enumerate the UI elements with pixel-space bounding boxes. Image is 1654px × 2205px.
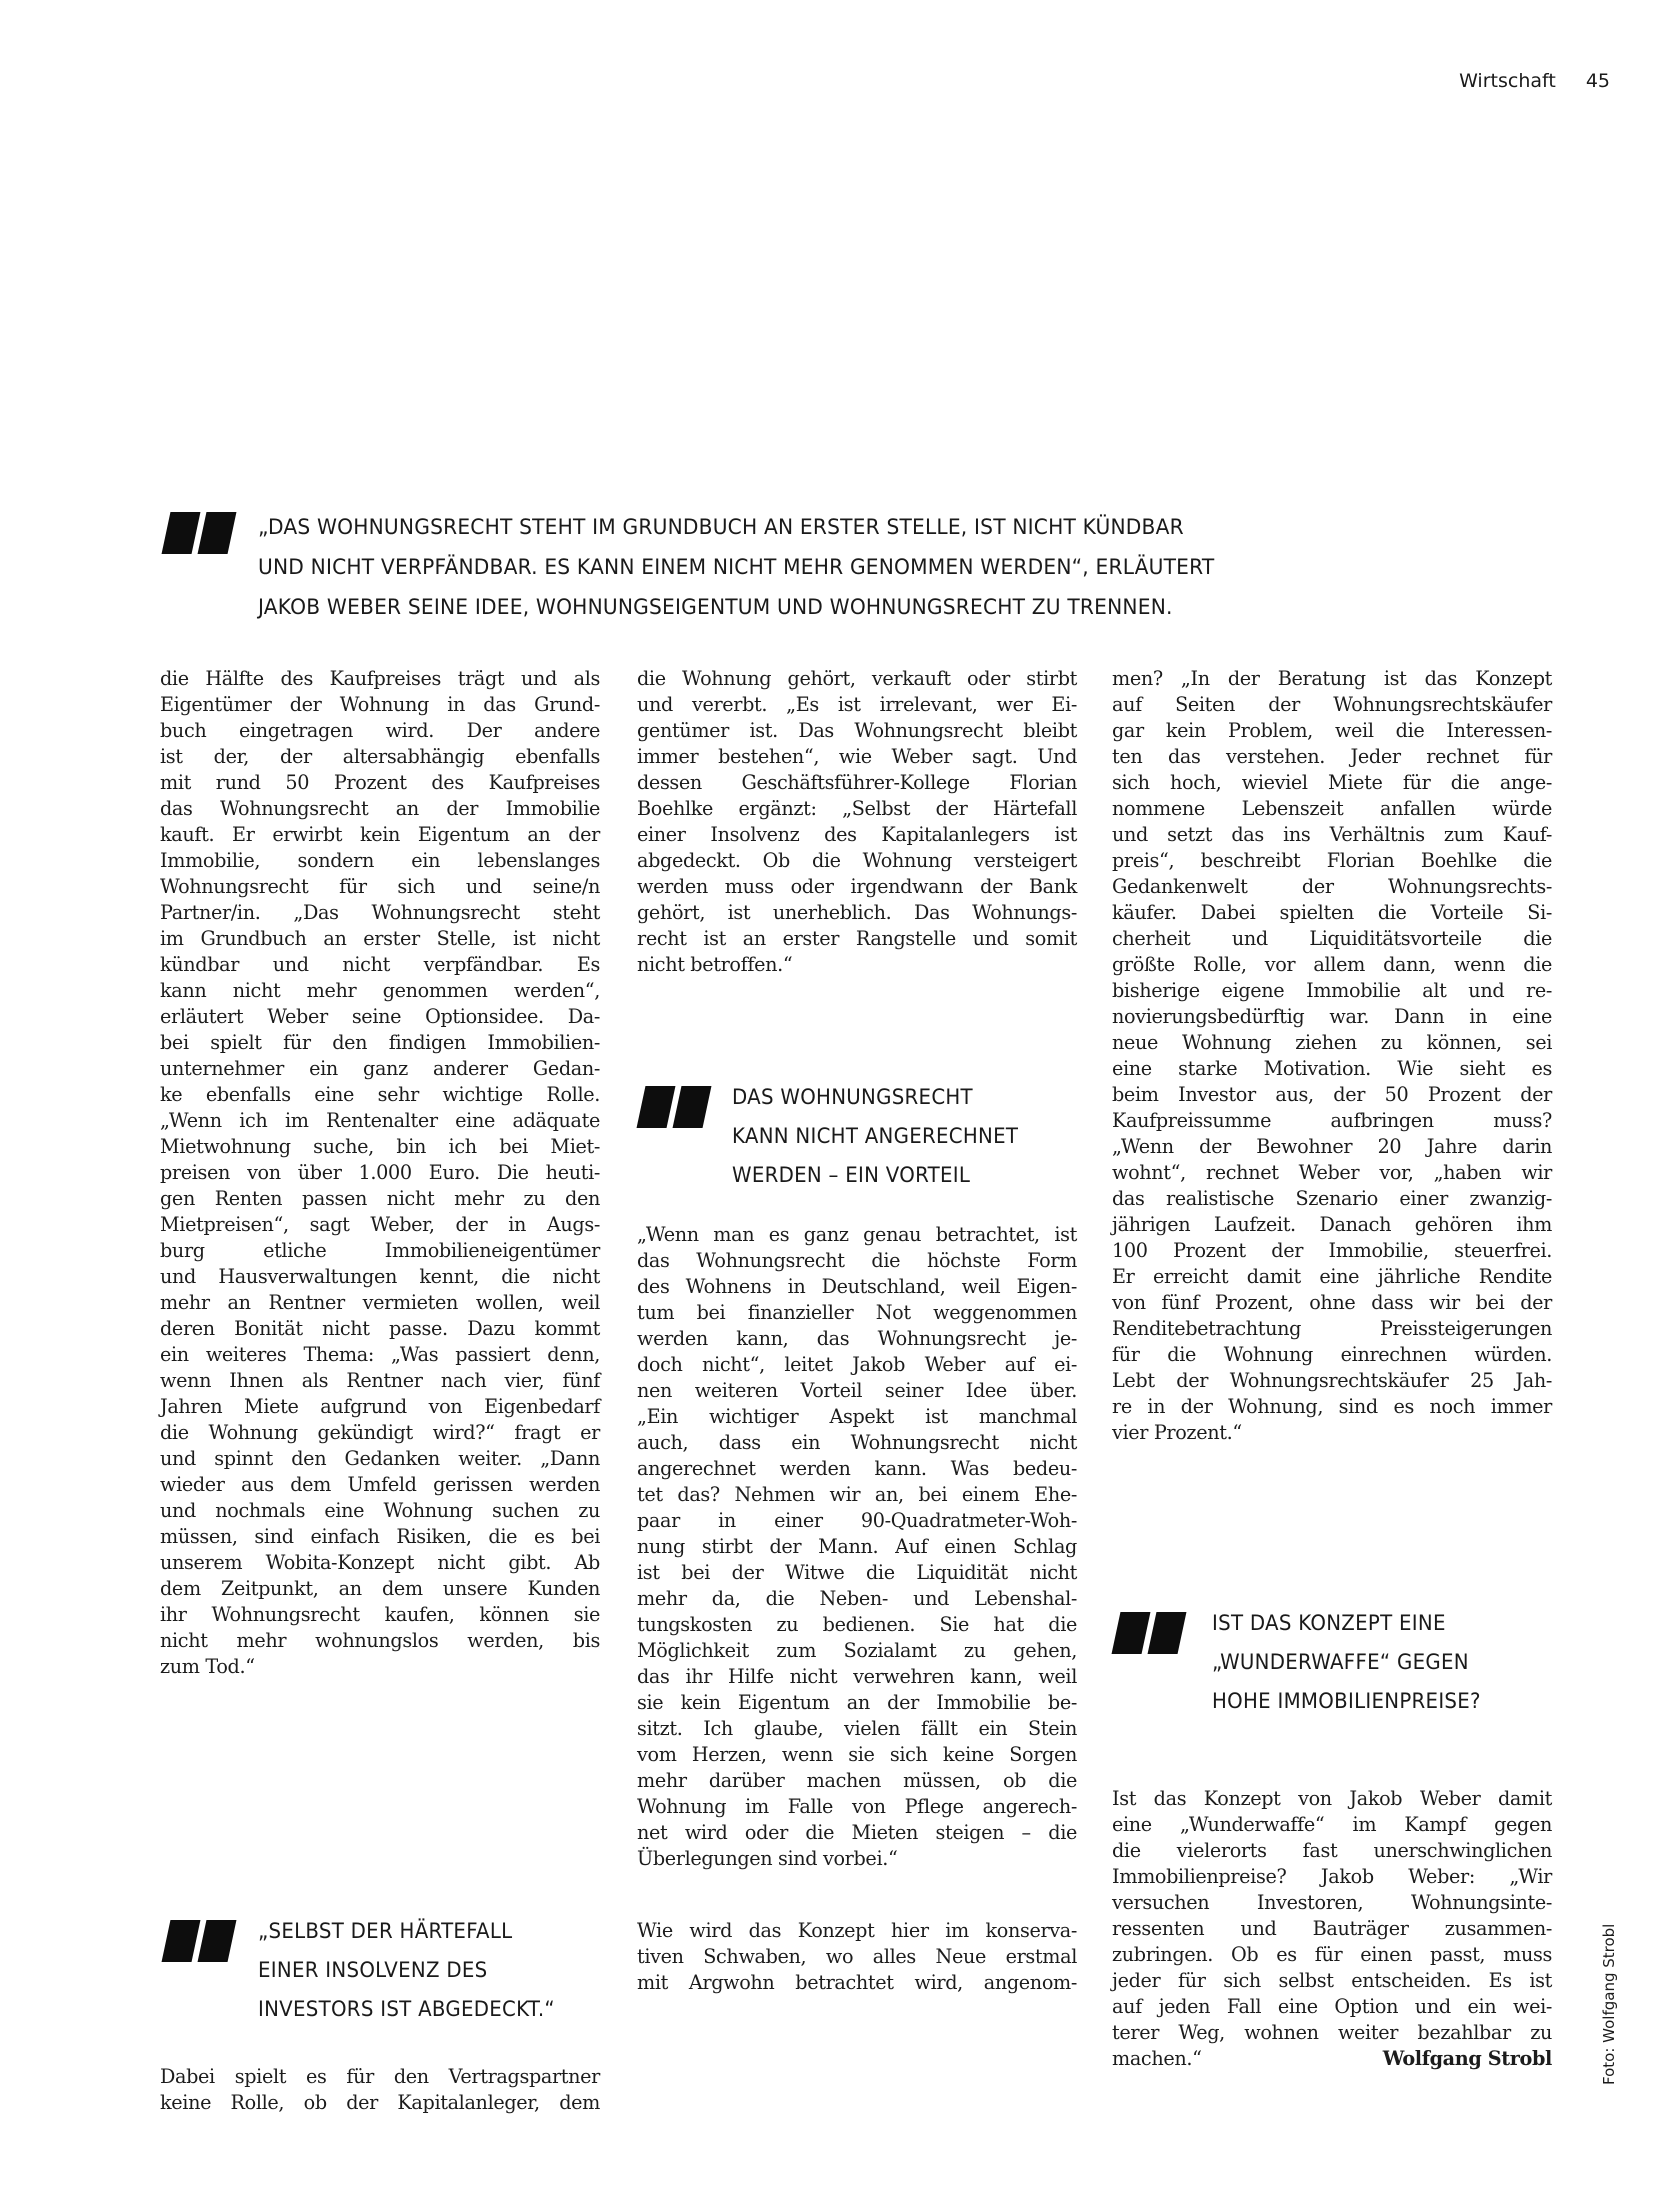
text-line: wohnt“, rechnet Weber vor, „haben wir	[1112, 1161, 1552, 1184]
text-line: Immobilienpreise? Jakob Weber: „Wir	[1112, 1865, 1552, 1888]
text-line: „Ein wichtiger Aspekt ist manchmal	[637, 1405, 1077, 1428]
text-line: novierungsbedürftig war. Dann in eine	[1112, 1005, 1552, 1028]
text-line: zubringen. Ob es für einen passt, muss	[1112, 1943, 1552, 1966]
text-line: ke ebenfalls eine sehr wichtige Rolle.	[160, 1083, 600, 1106]
text-line: einer Insolvenz des Kapitalanlegers ist	[637, 823, 1077, 846]
text-line: Jahren Miete aufgrund von Eigenbedarf	[160, 1395, 600, 1418]
text-line: neue Wohnung ziehen zu können, sei	[1112, 1031, 1552, 1054]
text-line: das Wohnungsrecht die höchste Form	[637, 1249, 1077, 1272]
text-line: tiven Schwaben, wo alles Neue erstmal	[637, 1945, 1077, 1968]
text-line: auf jeden Fall eine Option und ein wei-	[1112, 1995, 1552, 2018]
text-line: Lebt der Wohnungsrechtskäufer 25 Jah-	[1112, 1369, 1552, 1392]
text-line: re in der Wohnung, sind es noch immer	[1112, 1395, 1552, 1418]
text-line: Dabei spielt es für den Vertragspartner	[160, 2065, 600, 2088]
text-line: 100 Prozent der Immobilie, steuerfrei.	[1112, 1239, 1552, 1262]
text-line: des Wohnens in Deutschland, weil Eigen-	[637, 1275, 1077, 1298]
text-line: erläutert Weber seine Optionsidee. Da-	[160, 1005, 600, 1028]
text-line: bisherige eigene Immobilie alt und re-	[1112, 979, 1552, 1002]
text-line: Überlegungen sind vorbei.“	[637, 1847, 898, 1870]
text-line: Er erreicht damit eine jährliche Rendite	[1112, 1265, 1552, 1288]
text-line: „SELBST DER HÄRTEFALL	[258, 1919, 513, 1944]
text-line: HOHE IMMOBILIENPREISE?	[1212, 1689, 1481, 1714]
text-line: Renditebetrachtung Preissteigerungen	[1112, 1317, 1552, 1340]
text-line: das ihr Hilfe nicht verwehren kann, weil	[637, 1665, 1077, 1688]
text-line: versuchen Investoren, Wohnungsinte-	[1112, 1891, 1552, 1914]
author-byline: Wolfgang Strobl	[1382, 2047, 1552, 2070]
pull-quote-left	[258, 1912, 555, 2029]
column-middle-block-1	[637, 666, 1077, 978]
text-line: ein weiteres Thema: „Was passiert denn,	[160, 1343, 600, 1366]
text-line: sich hoch, wieviel Miete für die ange-	[1112, 771, 1552, 794]
text-line: größte Rolle, vor allem dann, wenn die	[1112, 953, 1552, 976]
text-line: IST DAS KONZEPT EINE	[1212, 1611, 1446, 1636]
column-middle-block-2	[637, 1222, 1077, 1872]
text-line: Immobilie, sondern ein lebenslanges	[160, 849, 600, 872]
text-line: gen Renten passen nicht mehr zu den	[160, 1187, 600, 1210]
pull-quote-right	[1212, 1604, 1481, 1721]
text-line: KANN NICHT ANGERECHNET	[732, 1124, 1019, 1149]
text-line: das Wohnungsrecht an der Immobilie	[160, 797, 600, 820]
text-line: Partner/in. „Das Wohnungsrecht steht	[160, 901, 600, 924]
page-number: 45	[1585, 70, 1610, 92]
quote-mark-icon	[1112, 1612, 1182, 1654]
text-line: deren Bonität nicht passe. Dazu kommt	[160, 1317, 600, 1340]
text-line: und Hausverwaltungen kennt, die nicht	[160, 1265, 600, 1288]
text-line: Eigentümer der Wohnung in das Grund-	[160, 693, 600, 716]
text-line: nicht mehr wohnungslos werden, bis	[160, 1629, 600, 1652]
text-line: mehr an Rentner vermieten wollen, weil	[160, 1291, 600, 1314]
text-line: men? „In der Beratung ist das Konzept	[1112, 667, 1552, 690]
text-line: unserem Wobita-Konzept nicht gibt. Ab	[160, 1551, 600, 1574]
text-line: jährigen Laufzeit. Danach gehören ihm	[1112, 1213, 1552, 1236]
text-line: mehr darüber machen müssen, ob die	[637, 1769, 1077, 1792]
text-line: Wohnung im Falle von Pflege angerech-	[637, 1795, 1077, 1818]
text-line: recht ist an erster Rangstelle und somit	[637, 927, 1077, 950]
text-line: EINER INSOLVENZ DES	[258, 1958, 488, 1983]
text-line: ressenten und Bauträger zusammen-	[1112, 1917, 1552, 1940]
text-line: preis“, beschreibt Florian Boehlke die	[1112, 849, 1552, 872]
text-line: buch eingetragen wird. Der andere	[160, 719, 600, 742]
text-line: Wie wird das Konzept hier im konserva-	[637, 1919, 1077, 1942]
column-left-block-2	[160, 2064, 600, 2116]
text-line: tet das? Nehmen wir an, bei einem Ehe-	[637, 1483, 1077, 1506]
text-line: Möglichkeit zum Sozialamt zu gehen,	[637, 1639, 1077, 1662]
text-line: ihr Wohnungsrecht kaufen, können sie	[160, 1603, 600, 1626]
text-line: UND NICHT VERPFÄNDBAR. ES KANN EINEM NICHT MEHR GENOMMEN WERDEN“, ERLÄUTERT	[258, 555, 1215, 580]
text-line: sitzt. Ich glaube, vielen fällt ein Stein	[637, 1717, 1077, 1740]
text-line: Gedankenwelt der Wohnungsrechts-	[1112, 875, 1552, 898]
text-line: müssen, sind einfach Risiken, die es bei	[160, 1525, 600, 1548]
text-line: Ist das Konzept von Jakob Weber damit	[1112, 1787, 1552, 1810]
text-line: auch, dass ein Wohnungsrecht nicht	[637, 1431, 1077, 1454]
text-line: doch nicht“, leitet Jakob Weber auf ei-	[637, 1353, 1077, 1376]
text-line: dessen Geschäftsführer-Kollege Florian	[637, 771, 1077, 794]
text-line: auf Seiten der Wohnungsrechtskäufer	[1112, 693, 1552, 716]
text-line: mehr da, die Neben- und Lebenshal-	[637, 1587, 1077, 1610]
pull-quote-top	[258, 508, 1214, 628]
text-line: bei spielt für den findigen Immobilien-	[160, 1031, 600, 1054]
text-line: gar kein Problem, weil die Interessen-	[1112, 719, 1552, 742]
text-line: käufer. Dabei spielten die Vorteile Si-	[1112, 901, 1552, 924]
text-line: „Wenn ich im Rentenalter eine adäquate	[160, 1109, 600, 1132]
text-line: wenn Ihnen als Rentner nach vier, fünf	[160, 1369, 600, 1392]
text-line: jeder für sich selbst entscheiden. Es ist	[1112, 1969, 1552, 1992]
text-line: und spinnt den Gedanken weiter. „Dann	[160, 1447, 600, 1470]
section-title: Wirtschaft	[1459, 70, 1556, 92]
text-line: nommene Lebenszeit anfallen würde	[1112, 797, 1552, 820]
text-line: dem Zeitpunkt, an dem unsere Kunden	[160, 1577, 600, 1600]
column-right-block-1	[1112, 666, 1552, 1446]
text-line: tungskosten zu bedienen. Sie hat die	[637, 1613, 1077, 1636]
running-header	[1459, 70, 1610, 92]
text-line: zum Tod.“	[160, 1655, 255, 1678]
text-line: die Wohnung gekündigt wird?“ fragt er	[160, 1421, 600, 1444]
text-line: cherheit und Liquiditätsvorteile die	[1112, 927, 1552, 950]
text-line: sie kein Eigentum an der Immobilie be-	[637, 1691, 1077, 1714]
text-line: Kaufpreissumme aufbringen muss?	[1112, 1109, 1552, 1132]
text-line: Mietwohnung suche, bin ich bei Miet-	[160, 1135, 600, 1158]
text-line: kauft. Er erwirbt kein Eigentum an der	[160, 823, 600, 846]
text-line: wieder aus dem Umfeld gerissen werden	[160, 1473, 600, 1496]
text-line: INVESTORS IST ABGEDECKT.“	[258, 1997, 555, 2022]
text-line: JAKOB WEBER SEINE IDEE, WOHNUNGSEIGENTUM UND WOHNUNGSRECHT ZU TRENNEN.	[258, 595, 1173, 620]
text-line: Mietpreisen“, sagt Weber, der in Augs-	[160, 1213, 600, 1236]
text-line: keine Rolle, ob der Kapitalanleger, dem	[160, 2091, 600, 2114]
text-line: „WUNDERWAFFE“ GEGEN	[1212, 1650, 1469, 1675]
text-line: die Hälfte des Kaufpreises trägt und als	[160, 667, 600, 690]
text-line: mit Argwohn betrachtet wird, angenom-	[637, 1971, 1077, 1994]
text-line: und nochmals eine Wohnung suchen zu	[160, 1499, 600, 1522]
text-line: nen weiteren Vorteil seiner Idee über.	[637, 1379, 1077, 1402]
text-line: paar in einer 90-Quadratmeter-Woh-	[637, 1509, 1077, 1532]
text-line: vom Herzen, wenn sie sich keine Sorgen	[637, 1743, 1077, 1766]
text-line: eine starke Motivation. Wie sieht es	[1112, 1057, 1552, 1080]
text-line: für die Wohnung einrechnen würden.	[1112, 1343, 1552, 1366]
text-line: „DAS WOHNUNGSRECHT STEHT IM GRUNDBUCH AN ERSTER STELLE, IST NICHT KÜNDBAR	[258, 515, 1184, 540]
text-line: nung stirbt der Mann. Auf einen Schlag	[637, 1535, 1077, 1558]
text-line: von fünf Prozent, ohne dass wir bei der	[1112, 1291, 1552, 1314]
text-line: im Grundbuch an erster Stelle, ist nicht	[160, 927, 600, 950]
text-line: kündbar und nicht verpfändbar. Es	[160, 953, 600, 976]
text-line: angerechnet werden kann. Was bedeu-	[637, 1457, 1077, 1480]
text-line: burg etliche Immobilieneigentümer	[160, 1239, 600, 1262]
text-line: unternehmer ein ganz anderer Gedan-	[160, 1057, 600, 1080]
text-line: „Wenn man es ganz genau betrachtet, ist	[637, 1223, 1077, 1246]
column-left-block-1	[160, 666, 600, 1680]
text-line: beim Investor aus, der 50 Prozent der	[1112, 1083, 1552, 1106]
text-line: mit rund 50 Prozent des Kaufpreises	[160, 771, 600, 794]
text-line: ist der, der altersabhängig ebenfalls	[160, 745, 600, 768]
closing-line	[1112, 2046, 1552, 2072]
text-line: werden muss oder irgendwann der Bank	[637, 875, 1077, 898]
text-line: und vererbt. „Es ist irrelevant, wer Ei-	[637, 693, 1077, 716]
quote-mark-icon	[162, 1920, 232, 1962]
text-line: kann nicht mehr genommen werden“,	[160, 979, 600, 1002]
text-line: ten das verstehen. Jeder rechnet für	[1112, 745, 1552, 768]
text-line: gentümer ist. Das Wohnungsrecht bleibt	[637, 719, 1077, 742]
text-line: DAS WOHNUNGSRECHT	[732, 1085, 973, 1110]
text-line: nicht betroffen.“	[637, 953, 793, 976]
pull-quote-middle	[732, 1078, 1018, 1195]
text-line: und setzt das ins Verhältnis zum Kauf-	[1112, 823, 1552, 846]
quote-mark-icon	[637, 1086, 707, 1128]
text-line: WERDEN – EIN VORTEIL	[732, 1163, 971, 1188]
text-line: tum bei finanzieller Not weggenommen	[637, 1301, 1077, 1324]
text-line: die vielerorts fast unerschwinglichen	[1112, 1839, 1552, 1862]
photo-credit: Foto: Wolfgang Strobl	[1600, 1923, 1618, 2085]
text-line: immer bestehen“, wie Weber sagt. Und	[637, 745, 1077, 768]
text-line: gehört, ist unerheblich. Das Wohnungs-	[637, 901, 1077, 924]
text-line: das realistische Szenario einer zwanzig-	[1112, 1187, 1552, 1210]
text-line: ist bei der Witwe die Liquidität nicht	[637, 1561, 1077, 1584]
text-line: werden kann, das Wohnungsrecht je-	[637, 1327, 1077, 1350]
quote-mark-icon	[162, 512, 232, 554]
text-line: eine „Wunderwaffe“ im Kampf gegen	[1112, 1813, 1552, 1836]
column-middle-block-3	[637, 1918, 1077, 1996]
text-line: vier Prozent.“	[1112, 1421, 1242, 1444]
text-line: net wird oder die Mieten steigen – die	[637, 1821, 1077, 1844]
closing-text: machen.“	[1112, 2047, 1202, 2070]
text-line: preisen von über 1.000 Euro. Die heuti-	[160, 1161, 600, 1184]
text-line: abgedeckt. Ob die Wohnung versteigert	[637, 849, 1077, 872]
text-line: die Wohnung gehört, verkauft oder stirbt	[637, 667, 1077, 690]
text-line: Wohnungsrecht für sich und seine/n	[160, 875, 600, 898]
text-line: terer Weg, wohnen weiter bezahlbar zu	[1112, 2021, 1552, 2044]
text-line: Boehlke ergänzt: „Selbst der Härtefall	[637, 797, 1077, 820]
column-right-block-2	[1112, 1786, 1552, 2072]
text-line: „Wenn der Bewohner 20 Jahre darin	[1112, 1135, 1552, 1158]
